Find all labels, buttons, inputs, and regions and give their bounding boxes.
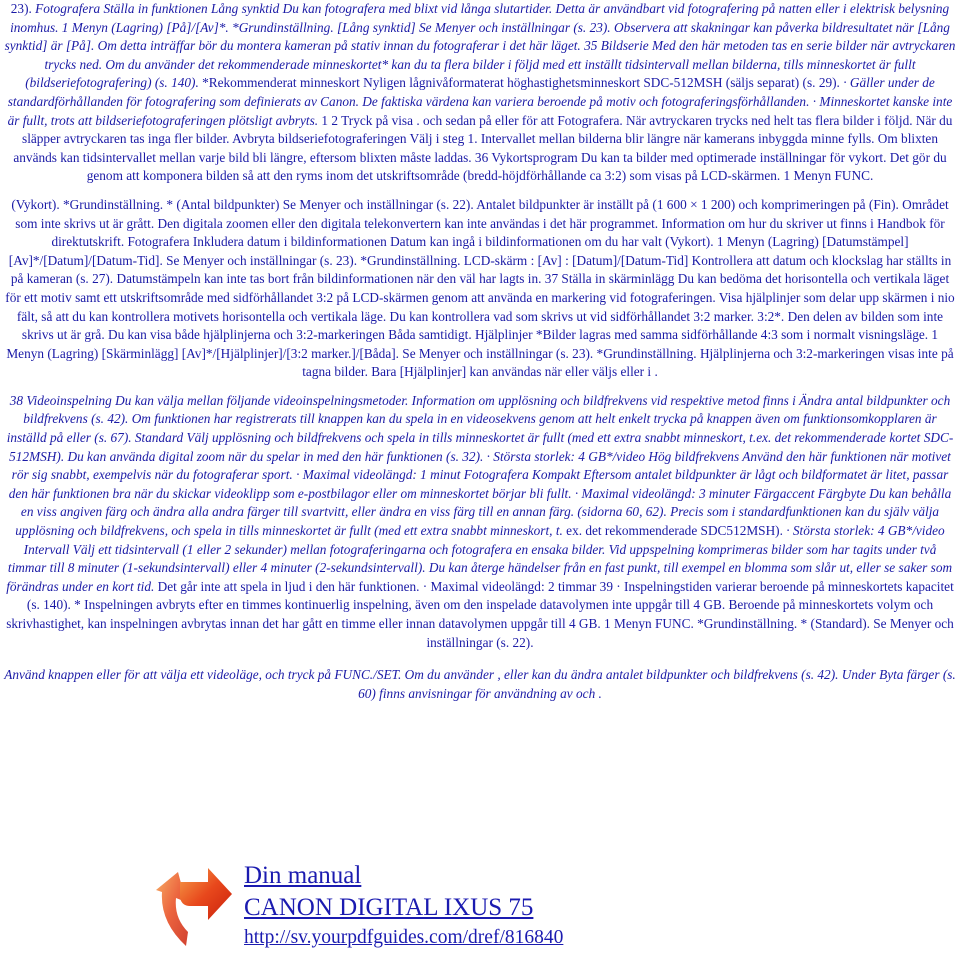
paragraph-2 [4, 196, 956, 382]
text-run: Se Menyer och inställningar (s. 23). *Grundinställning. LCD-skärm : [Av] : [Datum]/[Datum-Tid] Kontrollera att datum och klockslag har ställts in på kameran (s. 27). [10, 252, 952, 287]
document-page [4, 0, 956, 703]
text-run: Observera att skakningar kan påverka bildresultatet när [Lång synktid] är [På]. Om detta inträffar bör du montera kameran på stativ innan du fotograferar i det här läget. 35 Bildserie Med den här metoden tas en serie bilder när avtryckaren trycks ned. Om du använder det rekommenderade minneskortet* kan du ta flera bilder i följd med ett inställt tidsintervall mellan bilderna, tills minneskortet är fullt (bildseriefotografering) (s. 140). [4, 19, 956, 91]
text-run: Den delen av bilden som inte skrivs ut är grå. Du kan visa både hjälplinjerna och 3:2-markeringen Båda samtidigt. Hjälplinjer *Bilder lagras med samma sidförhållande 4:3 som i normalt visningsläge. 1 Menyn (Lagring) [Skärminlägg] [Av]*/[Hjälplinjer]/[3:2 marker.]/[Båda]. Se Menyer och inställningar (s. 23). *Grundinställning. Hjälplinjerna och 3:2-markeringen visas inte på tagna bilder. Bara [Hjälplinjer] kan användas när eller väljs eller i . [6, 308, 954, 380]
text-run: · Gäller under de standardförhållanden för fotografering som definierats av Canon. De faktiska värdena kan variera beroende på motiv och fotograferingsförhållanden. · Minneskortet kanske inte är fullt, trots att bildseriefotograferingen plötsligt avbryts. [7, 75, 953, 128]
text-run: Datumstämpeln kan inte tas bort från bildinformationen när den väl har lagts in. 37 Ställa in skärminlägg Du kan bedöma det horisontella och vertikala läget för ett motiv samt ett utskriftsområde med sidförhållandet 3:2 på LCD-skärmen genom att använda en markering vid fotograferingen. Visa hjälplinjer som delar upp skärmen i nio fält, så att du kan kontrollera motivets horisontella och vertikala läge. Du kan kontrollera vad som skrivs ut vid sidförhållandet 3:2 marker. 3:2*. [5, 271, 955, 324]
text-run: · Största storlek: 4 GB*/video Intervall Välj ett tidsintervall (1 eller 2 sekunder) mellan fotograferingarna och fotografera en ensaka bilder. Vid uppspelning komprimeras bilder som har tagits under två timmar till 8 minuter (1-sekundsintervall) eller 4 minuter (2-sekundsintervall). Du kan återge händelser från en fast punkt, till exempel en blomma som slår ut, eller se saker som förändras under en kort tid. [6, 523, 953, 594]
text-run: ex. det rekommenderade SDC512MSH). [562, 523, 783, 539]
footer-links [244, 860, 563, 952]
url-link[interactable]: http://sv.yourpdfguides.com/dref/816840 [244, 927, 564, 948]
paragraph-4 [4, 666, 956, 703]
text-run: Det går inte att spela in ljud i den här funktionen. · Maximal videolängd: 2 timmar 39 · Inspelningstiden varierar beroende på minneskortets kapacitet (s. 140). * Inspelningen avbryts efter en timmes kontinuerlig inspelning, även om den inspelade datavolymen inte uppgår till 4 GB. Beroende på minneskortets volym och skrivhastighet, kan inspelningen avbrytas innan det har gått en timme eller innan datavolymen uppgår till 4 GB. 1 Menyn FUNC. *Grundinställning. * (Standard). Se Menyer och inställningar (s. 22). [6, 578, 954, 650]
text-run: 1 2 Tryck på visa . och sedan på eller för att Fotografera. När avtryckaren trycks ned helt tas flera bilder i följd. När du släpper avtryckaren tas inga fler bilder. Avbryta bildseriefotograferingen Välj i steg 1. Intervallet mellan bilderna blir längre när kamerans inbyggda minne fylls. Om blixten används kan tidsintervallet mellan varje bild bli längre, eftersom blixten måste laddas. 36 Vykortsprogram Du kan ta bilder med optimerade inställningar för vykort. Det gör du genom att komponera bilden så att den ryms inom det utskriftsområde (bredd-höjdförhållande ca 3:2) som visas på LCD-skärmen. 1 Menyn FUNC. [13, 112, 953, 184]
paragraph-3 [4, 392, 956, 652]
text-run: (Vykort). *Grundinställning. * (Antal bildpunkter) Se Menyer och inställningar (s. 22). Antalet bildpunkter är inställt på (1 600 × 1 200) och komprimeringen på (Fin). Området som inte skrivs ut är grått. Den digitala zoomen eller den digitala telekonvertern kan inte användas i det här programmet. Information om hur du skriver ut finns i Handbok för direktutskrift. Fotografera Inkludera datum i bildinformationen Datum kan ingå i bildinformationen om du har valt (Vykort). 1 Menyn (Lagring) [Datumstämpel] [Av]*/[Datum]/[Datum-Tid]. [8, 196, 949, 268]
text-run: 23). [10, 1, 36, 16]
arrow-logo-icon [156, 862, 234, 950]
text-run: 38 Videoinspelning Du kan välja mellan följande videoinspelningsmetoder. Information om upplösning och bildfrekvens vid respektive metod finns i Ändra antal bildpunkter och bildfrekvens (s. 42). Om funktionen har registrerats till knappen kan du spela in en videosekvens genom att helt enkelt trycka på knappen även om funktionsomkopplaren är inställd på eller (s. 67). Standard Välj upplösning och bildfrekvens och spela in tills minneskortet är fullt (med ett extra snabbt minneskort, t.ex. det rekommenderade kortet SDC-512MSH). Du kan använda digital zoom när du spelar in med den här funktionen (s. 32). · Största storlek: 4 GB*/video Hög bildfrekvens Använd den här funktionen när motivet rör sig snabbt, exempelvis när du fotograferar sport. · Maximal videolängd: 1 minut Fotografera Kompakt Eftersom antalet bildpunkter är lågt och bildformatet är litet, passar den här funktionen bra när du skickar videoklipp som e-postbilagor eller om minneskortet börjar bli fullt. · Maximal videolängd: 3 minuter Färgaccent Färgbyte Du kan behålla en viss angiven färg och ändra alla andra färger till svartvitt, eller ändra en viss färg till en annan färg. (sidorna 60, 62). Precis som i standardfunktionen kan du själv välja upplösning och bildfrekvens, och spela in tills minneskortet är fullt (med ett extra snabbt minneskort, t. [6, 392, 954, 539]
text-run: *Rekommenderat minneskort Nyligen lågnivåformaterat höghastighetsminneskort SDC-512MSH (säljs separat) (s. 29). [198, 75, 840, 91]
text-run: Fotografera Ställa in funktionen Lång synktid Du kan fotografera med blixt vid långa slutartider. Detta är användbart vid fotografering på natten eller i elektrisk belysning inomhus. 1 Menyn (Lagring) [På]/[Av]*. *Grundinställning. [Lång synktid] Se Menyer och inställningar (s. 23). [10, 1, 950, 35]
product-link[interactable]: CANON DIGITAL IXUS 75 [244, 894, 534, 921]
footer [150, 860, 610, 960]
text-run: Använd knappen eller för att välja ett videoläge, och tryck på FUNC./SET. Om du använder , eller kan du ändra antalet bildpunkter och bildfrekvens (s. 42). Under Byta färger (s. 60) finns anvisningar för användning av och . [4, 667, 956, 701]
paragraph-1 [4, 0, 956, 186]
manual-link[interactable]: Din manual [244, 862, 362, 889]
